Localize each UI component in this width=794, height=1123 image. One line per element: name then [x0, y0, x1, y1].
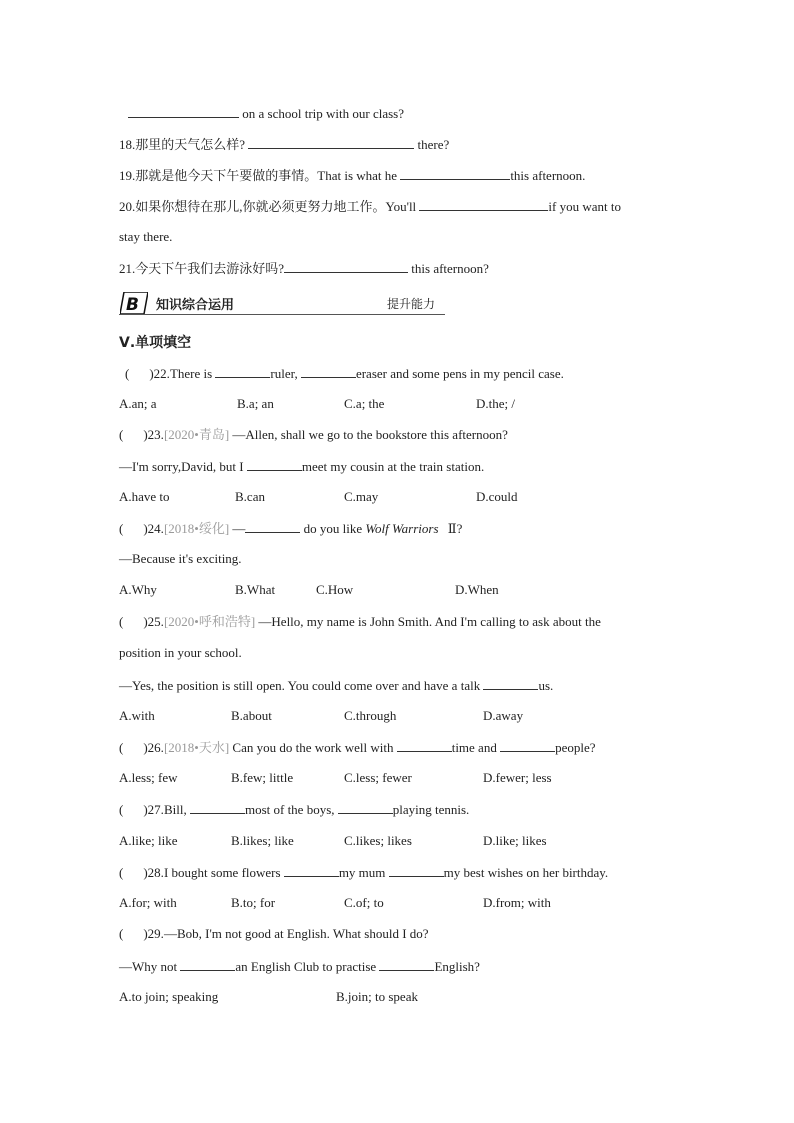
q26-p3: people?	[555, 740, 596, 755]
answer-blank[interactable]	[284, 260, 408, 273]
q25-p1: —Hello, my name is John Smith. And I'm calling to ask about the	[258, 614, 601, 629]
option-b[interactable]: B.join; to speak	[336, 989, 418, 1004]
q24-line	[119, 520, 462, 537]
movie-title: Wolf Warriors	[365, 521, 439, 536]
q26-p2: time and	[451, 740, 497, 755]
question-number: )27.	[143, 802, 164, 817]
q25-r2: us.	[538, 678, 554, 693]
q29-options	[119, 989, 599, 1005]
q25-options	[119, 708, 599, 724]
answer-bracket[interactable]: (	[119, 614, 124, 629]
q18-after: there?	[417, 137, 450, 152]
q27-p2: most of the boys,	[244, 802, 335, 817]
question-number: )26.	[143, 740, 164, 755]
answer-blank[interactable]	[389, 864, 444, 877]
q26-line	[119, 739, 596, 756]
option-d[interactable]: D.from; with	[483, 895, 551, 910]
q17-text: on a school trip with our class?	[242, 106, 404, 121]
q23-r2: meet my cousin at the train station.	[301, 459, 485, 474]
answer-blank[interactable]	[190, 801, 245, 814]
banner-subtitle: 提升能力	[387, 297, 436, 311]
q24-options	[119, 582, 599, 598]
q19-en: That is what he	[317, 168, 398, 183]
q26-options	[119, 770, 599, 786]
option-a[interactable]: A.like; like	[119, 833, 178, 848]
q22-options	[119, 396, 599, 412]
chinese-prompt: 如果你想待在那儿,你就必须更努力地工作。	[135, 199, 386, 214]
q29-r2: an English Club to practise	[235, 959, 377, 974]
answer-bracket[interactable]: (	[125, 366, 130, 381]
q27-p3: playing tennis.	[392, 802, 470, 817]
option-d[interactable]: D.could	[476, 489, 518, 504]
option-b[interactable]: B.to; for	[231, 895, 276, 910]
answer-bracket[interactable]: (	[119, 865, 124, 880]
q22-p3: eraser and some pens in my pencil case.	[355, 366, 564, 381]
answer-bracket[interactable]: (	[119, 802, 124, 817]
option-c[interactable]: C.How	[316, 582, 354, 597]
q25-reply	[119, 677, 553, 694]
q29-line	[119, 926, 429, 942]
q28-p2: my mum	[338, 865, 386, 880]
q20-line	[119, 198, 621, 215]
option-c[interactable]: C.through	[344, 708, 397, 723]
option-b[interactable]: B.What	[235, 582, 276, 597]
source-tag: [2018•绥化]	[163, 521, 230, 536]
q25-r1: —Yes, the position is still open. You could come over and have a talk	[119, 678, 481, 693]
option-d[interactable]: D.like; likes	[483, 833, 547, 848]
section-banner	[119, 290, 445, 316]
answer-blank[interactable]	[338, 801, 393, 814]
question-number: )22.	[149, 366, 170, 381]
answer-blank[interactable]	[379, 958, 434, 971]
q23-p1: —Allen, shall we go to the bookstore this afternoon?	[232, 427, 508, 442]
question-number: )29.	[143, 926, 164, 941]
banner-rule	[119, 314, 445, 315]
option-a[interactable]: A.with	[119, 708, 155, 723]
q21-after: this afternoon?	[411, 261, 489, 276]
option-c[interactable]: C.a; the	[344, 396, 385, 411]
q20-en: You'll	[385, 199, 417, 214]
q18-line	[119, 136, 449, 153]
answer-blank[interactable]	[483, 677, 538, 690]
source-tag: [2020•青岛]	[163, 427, 230, 442]
answer-bracket[interactable]: (	[119, 427, 124, 442]
q29-reply	[119, 958, 480, 975]
option-b[interactable]: B.can	[235, 489, 265, 504]
option-c[interactable]: C.likes; likes	[344, 833, 412, 848]
q29-p1: —Bob, I'm not good at English. What should I do?	[163, 926, 429, 941]
q20-after: if you want to	[548, 199, 621, 214]
option-b[interactable]: B.likes; like	[231, 833, 294, 848]
q27-options	[119, 833, 599, 849]
q28-line	[119, 864, 608, 881]
option-d[interactable]: D.the; /	[476, 396, 515, 411]
option-a[interactable]: A.an; a	[119, 396, 157, 411]
q23-r1: —I'm sorry,David, but I	[119, 459, 244, 474]
question-number: 20.	[119, 199, 136, 214]
answer-blank[interactable]	[128, 105, 239, 118]
banner-title: 知识综合运用	[156, 298, 235, 313]
option-c[interactable]: C.less; fewer	[344, 770, 412, 785]
option-d[interactable]: D.When	[455, 582, 499, 597]
option-a[interactable]: A.have to	[119, 489, 170, 504]
answer-blank[interactable]	[284, 864, 339, 877]
answer-blank[interactable]	[301, 365, 356, 378]
option-a[interactable]: A.Why	[119, 582, 157, 597]
question-number: 21.	[119, 261, 136, 276]
answer-bracket[interactable]: (	[119, 926, 124, 941]
q29-r3: English?	[434, 959, 480, 974]
option-d[interactable]: D.fewer; less	[483, 770, 552, 785]
option-b[interactable]: B.a; an	[237, 396, 274, 411]
logo-letter: B	[126, 295, 139, 314]
answer-blank[interactable]	[500, 739, 555, 752]
answer-blank[interactable]	[397, 739, 452, 752]
q27-line	[119, 801, 469, 818]
chinese-prompt: 那就是他今天下午要做的事情。	[135, 168, 318, 183]
chinese-prompt: 今天下午我们去游泳好吗?	[135, 261, 285, 276]
answer-blank[interactable]	[247, 458, 302, 471]
chinese-prompt: 那里的天气怎么样?	[135, 137, 246, 152]
q28-options	[119, 895, 599, 911]
q19-after: this afternoon.	[510, 168, 586, 183]
answer-blank[interactable]	[215, 365, 270, 378]
answer-blank[interactable]	[180, 958, 235, 971]
answer-blank[interactable]	[400, 167, 510, 180]
option-a[interactable]: A.for; with	[119, 895, 177, 910]
q24-p2: do you like	[303, 521, 363, 536]
question-number: 19.	[119, 168, 136, 183]
question-number: )28.	[143, 865, 164, 880]
q25-line	[119, 614, 601, 630]
q28-p3: my best wishes on her birthday.	[443, 865, 609, 880]
section-b-logo-icon	[120, 292, 148, 314]
option-c[interactable]: C.may	[344, 489, 379, 504]
question-number: )24.	[143, 521, 164, 536]
option-b[interactable]: B.few; little	[231, 770, 294, 785]
option-a[interactable]: A.less; few	[119, 770, 178, 785]
q23-line	[119, 427, 508, 443]
q24-reply: —Because it's exciting.	[119, 551, 242, 566]
q22-p2: ruler,	[270, 366, 298, 381]
answer-bracket[interactable]: (	[119, 740, 124, 755]
option-d[interactable]: D.away	[483, 708, 524, 723]
answer-bracket[interactable]: (	[119, 521, 124, 536]
q23-options	[119, 489, 599, 505]
q22-p1: There is	[169, 366, 213, 381]
source-tag: [2018•天水]	[163, 740, 230, 755]
answer-blank[interactable]	[248, 136, 414, 149]
answer-blank[interactable]	[419, 198, 548, 211]
q23-reply	[119, 458, 484, 475]
source-tag: [2020•呼和浩特]	[163, 614, 256, 629]
q19-line	[119, 167, 585, 184]
q24-p1: —	[232, 521, 246, 536]
q29-r1: —Why not	[119, 959, 178, 974]
question-number: 18.	[119, 137, 136, 152]
q21-line	[119, 260, 489, 277]
q22-line	[125, 365, 564, 382]
answer-blank[interactable]	[245, 520, 300, 533]
q27-p1: Bill,	[163, 802, 187, 817]
q28-p1: I bought some flowers	[163, 865, 281, 880]
option-b[interactable]: B.about	[231, 708, 272, 723]
q26-p1: Can you do the work well with	[232, 740, 394, 755]
q24-p3: Ⅱ?	[447, 521, 463, 536]
option-a[interactable]: A.to join; speaking	[119, 989, 219, 1004]
q20-cont: stay there.	[119, 229, 173, 244]
q25-cont: position in your school.	[119, 645, 242, 660]
section-title: Ⅴ.单项填空	[119, 335, 192, 351]
question-number: )25.	[143, 614, 164, 629]
q17-line	[128, 105, 404, 122]
option-c[interactable]: C.of; to	[344, 895, 384, 910]
question-number: )23.	[143, 427, 164, 442]
